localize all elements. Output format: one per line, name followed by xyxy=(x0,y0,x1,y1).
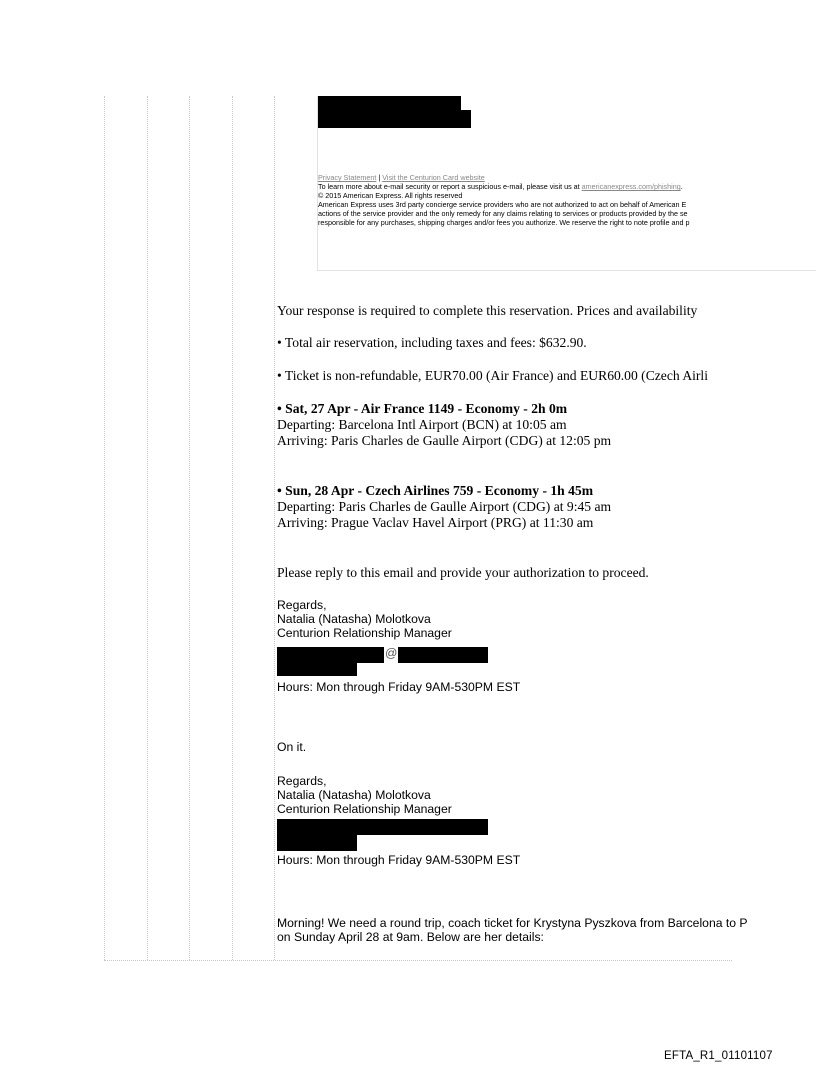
footer-link-separator: | xyxy=(376,173,383,182)
request-line-1: Morning! We need a round trip, coach ticket for Krystyna Pyszkova from Barcelona to P xyxy=(277,916,748,930)
flight-1-arriving: Arriving: Paris Charles de Gaulle Airport (CDG) at 12:05 pm xyxy=(277,433,612,448)
signature-1-title: Centurion Relationship Manager xyxy=(277,626,452,640)
signature-1-regards: Regards, xyxy=(277,598,327,612)
redaction-email-domain xyxy=(398,647,488,663)
flight-1-departing: Departing: Barcelona Intl Airport (BCN) at 10:05 am xyxy=(277,417,567,432)
signature-2-hours: Hours: Mon through Friday 9AM-530PM EST xyxy=(277,853,521,867)
ticket-policy: • Ticket is non-refundable, EUR70.00 (Air France) and EUR60.00 (Czech Airli xyxy=(277,368,708,383)
reply-on-it: On it. xyxy=(277,740,307,754)
request-line-2: on Sunday April 28 at 9am. Below are her details: xyxy=(277,930,544,944)
signature-2-title: Centurion Relationship Manager xyxy=(277,802,452,816)
signature-2-regards: Regards, xyxy=(277,774,327,788)
disclaimer-line-3: responsible for any purchases, shipping charges and/or fees you authorize. We reserve the right to note profile and p xyxy=(318,218,690,227)
signature-1-email-at: @ xyxy=(385,646,398,660)
centurion-website-link[interactable]: Visit the Centurion Card website xyxy=(382,173,485,182)
flight-2-arriving: Arriving: Prague Vaclav Havel Airport (PRG) at 11:30 am xyxy=(277,515,594,530)
flight-2-departing: Departing: Paris Charles de Gaulle Airport (CDG) at 9:45 am xyxy=(277,499,612,514)
redaction-contact-line xyxy=(277,819,488,835)
flight-1-title: • Sat, 27 Apr - Air France 1149 - Economy - 2h 0m xyxy=(277,401,568,416)
signature-2-name: Natalia (Natasha) Molotkova xyxy=(277,788,431,802)
redaction-phone xyxy=(277,662,357,676)
quote-line-3 xyxy=(189,96,190,960)
total-fare: • Total air reservation, including taxes and fees: $632.90. xyxy=(277,335,587,350)
redaction-email-user xyxy=(277,647,384,663)
security-notice-end: . xyxy=(680,182,683,191)
redaction-logo-bottom xyxy=(318,110,471,128)
quote-line-4 xyxy=(232,96,233,960)
redaction-phone-2 xyxy=(277,835,357,851)
privacy-statement-link[interactable]: Privacy Statement xyxy=(318,173,377,182)
phishing-link[interactable]: americanexpress.com/phishing xyxy=(581,182,681,191)
signature-1-name: Natalia (Natasha) Molotkova xyxy=(277,612,431,626)
disclaimer-line-1: American Express uses 3rd party concierge service providers who are not authorized to act on behalf of American E xyxy=(318,200,687,209)
signature-1-hours: Hours: Mon through Friday 9AM-530PM EST xyxy=(277,680,521,694)
flight-2-title: • Sun, 28 Apr - Czech Airlines 759 - Economy - 1h 45m xyxy=(277,483,594,498)
reservation-intro: Your response is required to complete this reservation. Prices and availability xyxy=(277,303,698,318)
security-notice-text: To learn more about e-mail security or report a suspicious e-mail, please visit us at xyxy=(318,182,582,191)
disclaimer-line-2: actions of the service provider and the only remedy for any claims relating to services or products provided by the se xyxy=(318,209,688,218)
quote-line-2 xyxy=(147,96,148,960)
thread-bottom-line xyxy=(104,960,732,961)
quote-line-5 xyxy=(274,96,275,960)
quote-line-1 xyxy=(104,96,105,960)
copyright: © 2015 American Express. All rights reserved xyxy=(318,191,463,200)
authorization-request: Please reply to this email and provide your authorization to proceed. xyxy=(277,565,649,580)
document-id: EFTA_R1_01101107 xyxy=(664,1050,773,1062)
